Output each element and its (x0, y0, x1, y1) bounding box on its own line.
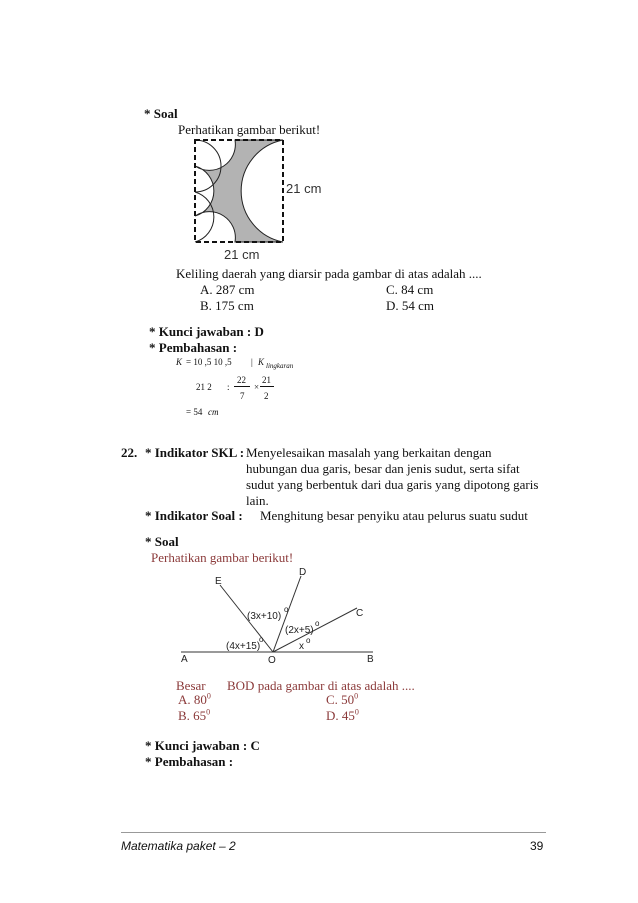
q21-question: Keliling daerah yang diarsir pada gambar di atas adalah .... (176, 266, 482, 281)
q22-angle-eod: (3x+10) (247, 611, 282, 622)
q21-frac2-num: 21 (262, 375, 271, 385)
q22-question-post: BOD pada gambar di atas adalah .... (227, 678, 415, 693)
q21-option-d: D. 54 cm (386, 298, 435, 313)
q21-option-c: C. 84 cm (386, 282, 434, 297)
q22-point-d: D (299, 567, 307, 578)
q22-point-e: E (215, 576, 222, 587)
q21-option-a: A. 287 cm (200, 282, 255, 297)
footer-rule (121, 832, 546, 833)
q21-soal-label: * Soal (144, 106, 178, 121)
q21-work-colon: : (227, 382, 230, 392)
q22-angle-cob-deg: o (306, 636, 311, 645)
q22-kunci: * Kunci jawaban : C (145, 738, 260, 753)
q22-point-o: O (268, 655, 276, 665)
q22-option-b: B. $65^0$ (178, 707, 211, 723)
q22-option-a: A. $80^0$ (178, 691, 211, 707)
q22-point-a: A (181, 654, 188, 665)
q22-skl-line-3: sudut yang berbentuk dari dua garis yang dipotong garis (246, 477, 539, 492)
q21-frac2-den: 2 (264, 391, 269, 401)
footer-title: Matematika paket – 2 (121, 839, 236, 853)
q22-skl-label: * Indikator SKL : (145, 445, 245, 460)
q22-point-b: B (367, 654, 374, 665)
q21-times: × (254, 382, 260, 392)
q21-figure (180, 135, 340, 265)
q21-work-line3: = 54 (186, 407, 203, 417)
q22-figure (175, 565, 390, 665)
page-number: 39 (530, 839, 544, 853)
q22-point-c: C (356, 608, 364, 619)
q22-pembahasan: * Pembahasan : (145, 754, 234, 769)
q21-frac2-bar (260, 386, 274, 387)
q22-instruction: Perhatikan gambar berikut! (151, 550, 294, 565)
q21-instruction: Perhatikan gambar berikut! (178, 122, 321, 137)
q21-work-eq: = 10 ,5 10 ,5 (186, 357, 232, 367)
q22-angle-doc: (2x+5) (285, 625, 314, 636)
q22-option-c: C. $50^0$ (326, 691, 359, 707)
q22-angle-aoe-deg: o (259, 635, 264, 644)
q22-angle-eod-deg: o (284, 605, 289, 614)
q22-skl-line-1: Menyelesaikan masalah yang berkaitan dengan (246, 445, 492, 460)
q22-option-d: D. $45^0$ (326, 707, 359, 723)
q22-angle-aoe: (4x+15) (226, 641, 261, 652)
q22-soal-label: * Soal (145, 534, 179, 549)
q21-work-bar: | (251, 357, 253, 367)
q21-work-line2: 21 2 (196, 382, 212, 392)
q22-soal-indicator-label: * Indikator Soal : (145, 508, 243, 523)
q22-question-pre: Besar (176, 678, 206, 693)
q21-pembahasan: * Pembahasan : (149, 340, 238, 355)
q21-frac1-den: 7 (240, 391, 245, 401)
q22-angle-doc-deg: o (315, 619, 320, 628)
q21-shaded-region (195, 140, 283, 242)
q22-number: 22. (121, 445, 138, 460)
q22-soal-indicator-text: Menghitung besar penyiku atau pelurus suatu sudut (260, 508, 528, 523)
q21-side-label: 21 cm (286, 181, 322, 196)
q21-frac1-bar (234, 386, 250, 387)
q21-work-kl: K (258, 357, 265, 367)
q21-work-unit: cm (208, 407, 219, 417)
q21-kunci: * Kunci jawaban : D (149, 324, 264, 339)
q22-skl-line-2: hubungan dua garis, besar dan jenis sudut, serta sifat (246, 461, 520, 476)
q21-bottom-label: 21 cm (224, 247, 260, 262)
q22-skl-line-4: lain. (246, 493, 269, 508)
q21-work-sub: lingkaran (266, 362, 294, 370)
q22-angle-cob: x (299, 641, 304, 652)
q21-frac1-num: 22 (237, 375, 246, 385)
q21-option-b: B. 175 cm (200, 298, 254, 313)
q21-work-k: K (176, 357, 183, 367)
